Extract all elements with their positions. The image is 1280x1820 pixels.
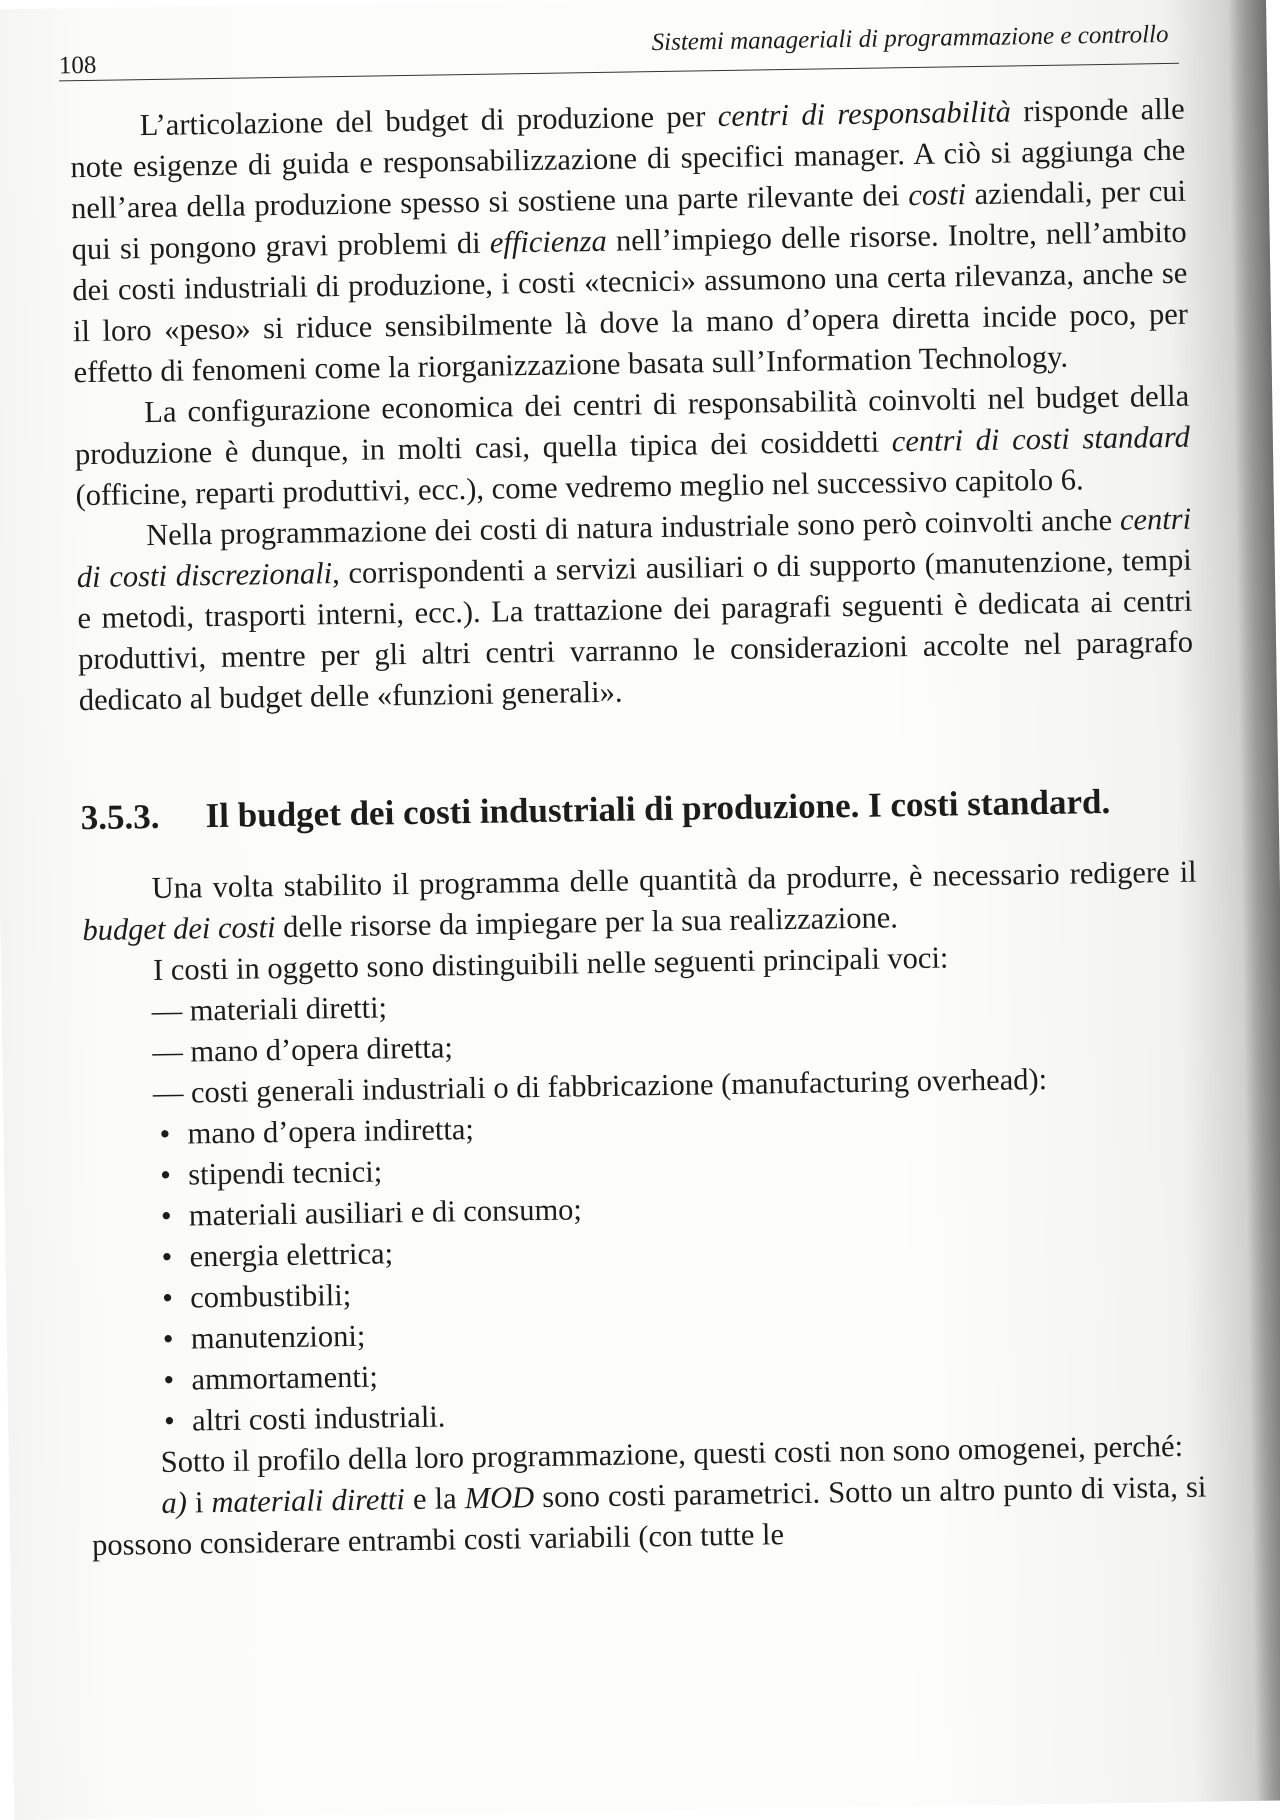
italic-term: efficienza bbox=[489, 223, 607, 260]
paragraph-1 bbox=[69, 89, 1188, 393]
page-header bbox=[58, 9, 1179, 82]
text-run: i bbox=[186, 1485, 212, 1520]
list-item-text: mano d’opera indiretta; bbox=[187, 1112, 475, 1151]
dash-marker: — bbox=[152, 1075, 184, 1111]
bullet-marker: • bbox=[163, 1403, 176, 1438]
list-item-text: materiali ausiliari e di consumo; bbox=[188, 1192, 583, 1233]
section-title: Il budget dei costi industriali di produzione. I costi standard. bbox=[205, 781, 1111, 836]
italic-term: MOD bbox=[464, 1480, 535, 1516]
bullet-marker: • bbox=[159, 1116, 171, 1151]
text-run: , corrispondenti a servizi ausiliari o di supporto (manutenzione, tempi e metodi, trasporti interni, ecc.). La trattazione dei paragrafi seguenti è dedicata ai centri produttivi, mentre per gli altri centri varranno le considerazioni accolte nel paragrafo dedicato al budget delle «funzioni generali». bbox=[77, 542, 1194, 718]
cost-list bbox=[83, 975, 1205, 1443]
item-a-paragraph bbox=[91, 1467, 1207, 1567]
section-heading bbox=[80, 778, 1196, 842]
body-text bbox=[69, 89, 1207, 1566]
paragraph-3 bbox=[76, 499, 1194, 721]
text-run: nell’impiego delle risorse. Inoltre, nell’ambito dei costi industriali di produzione, i costi «tecnici» assumono una certa rilevanza, anche se il loro «peso» si riduce sensibilmente là dove la mano d’opera diretta incide poco, per effetto di fenomeni come la riorganizzazione basata sull’Information Technology. bbox=[72, 214, 1189, 390]
text-run: sono costi parametrici. Sotto un altro punto di vista, si possono considerare entrambi costi variabili (con tutte le bbox=[91, 1469, 1207, 1563]
list-item-text: altri costi industriali. bbox=[191, 1399, 446, 1438]
page-number: 108 bbox=[58, 51, 97, 80]
italic-term: costi bbox=[908, 177, 967, 213]
list-item-text: stipendi tecnici; bbox=[187, 1154, 383, 1192]
bullet-marker: • bbox=[161, 1239, 173, 1274]
bullet-marker: • bbox=[161, 1280, 174, 1315]
list-item-text: combustibili; bbox=[189, 1277, 352, 1315]
text-run: Una volta stabilito il programma delle quantità da produrre, è necessario redigere il bbox=[151, 854, 1197, 906]
closing-paragraph: Sotto il profilo della loro programmazione, questi costi non sono omogenei, perché: bbox=[160, 1428, 1184, 1479]
text-run: L’articolazione del budget di produzione per bbox=[139, 99, 719, 143]
text-run: La configurazione economica dei centri di responsabilità coinvolti nel budget della produzione è dunque, in molti casi, quella tipica dei cosiddetti bbox=[74, 378, 1190, 472]
italic-term: centri di costi discrezionali bbox=[76, 501, 1192, 595]
paragraph-2 bbox=[74, 376, 1191, 516]
running-head: Sistemi manageriali di programmazione e controllo bbox=[651, 20, 1169, 57]
bullet-marker: • bbox=[162, 1321, 174, 1356]
text-run: delle risorse da impiegare per la sua realizzazione. bbox=[275, 900, 899, 945]
list-item-text: manutenzioni; bbox=[190, 1318, 366, 1356]
item-label: a) bbox=[161, 1485, 188, 1520]
list-item-text: costi generali industriali o di fabbricazione (manufacturing overhead): bbox=[190, 1062, 1048, 1110]
bullet-marker: • bbox=[159, 1157, 172, 1192]
book-spine-shadow bbox=[1228, 0, 1280, 1801]
bullet-marker: • bbox=[160, 1198, 172, 1233]
dash-marker: — bbox=[152, 1034, 184, 1070]
list-item-text: energia elettrica; bbox=[189, 1236, 394, 1274]
text-run: Nella programmazione dei costi di natura industriale sono però coinvolti anche bbox=[145, 502, 1121, 553]
italic-term: budget dei costi bbox=[82, 910, 276, 948]
italic-term: centri di responsabilità bbox=[717, 94, 1012, 134]
italic-term: materiali diretti bbox=[211, 1482, 406, 1520]
list-item-text: ammortamenti; bbox=[191, 1359, 379, 1397]
italic-term: centri di costi standard bbox=[891, 419, 1191, 459]
text-run: (officine, reparti produttivi, ecc.), come vedremo meglio nel successivo capitolo 6. bbox=[75, 462, 1084, 513]
dash-marker: — bbox=[151, 993, 183, 1029]
list-lead: I costi in oggetto sono distinguibili nelle seguenti principali voci: bbox=[152, 940, 949, 988]
text-run: e la bbox=[404, 1481, 465, 1517]
bullet-marker: • bbox=[163, 1362, 175, 1397]
list-item-text: materiali diretti; bbox=[189, 990, 388, 1028]
text-run: risponde alle note esigenze di guida e responsabilizzazione di specifici manager. A ciò si aggiunga che nell’area della produzione spesso si sostiene una parte rilevante dei bbox=[70, 91, 1186, 226]
list-item-text: mano d’opera diretta; bbox=[190, 1030, 454, 1069]
section-number: 3.5.3. bbox=[80, 796, 160, 838]
text-run: aziendali, per cui qui si pongono gravi problemi di bbox=[71, 173, 1187, 267]
